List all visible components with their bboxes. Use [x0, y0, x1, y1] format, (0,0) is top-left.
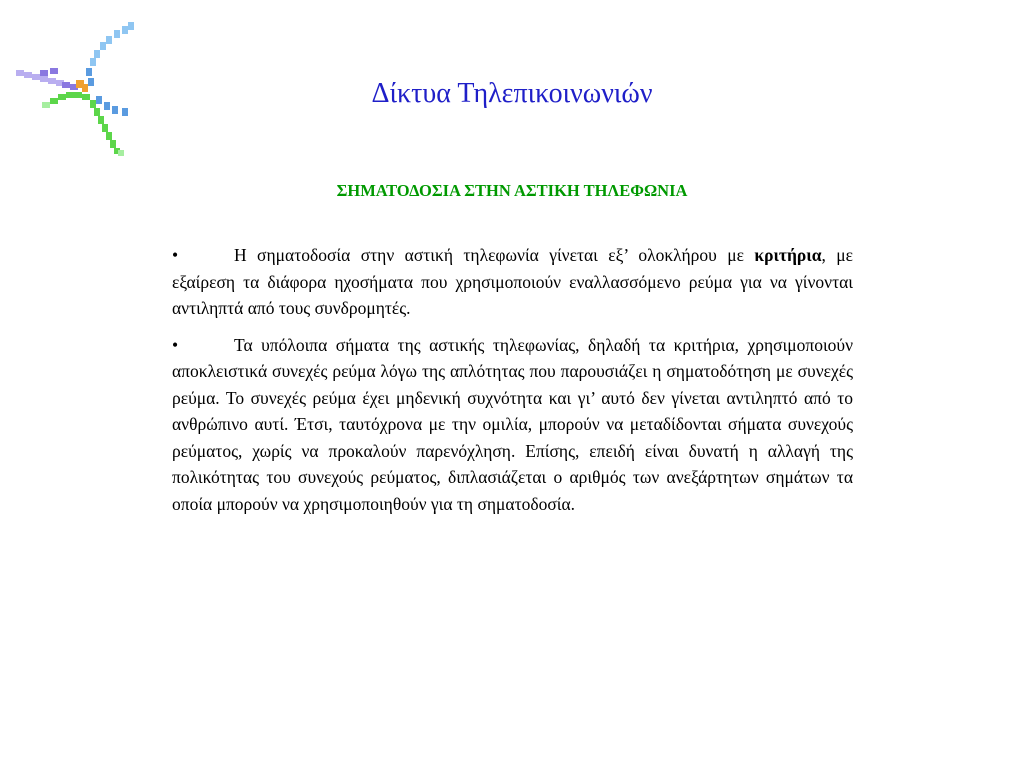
- bullet-text: , με εξαίρεση τα διάφορα ηχοσήματα που χρησιμοποιούν εναλλασσόμενο ρεύμα για να γίνονται αντιληπτά από τους συνδρομητές.: [172, 245, 853, 318]
- bullet-item-2: [172, 332, 853, 518]
- slide-body: [172, 242, 853, 527]
- bullet-text: Η σηματοδοσία στην αστική τηλεφωνία γίνεται εξ’ ολοκλήρου με: [234, 245, 755, 265]
- section-heading: ΣΗΜΑΤΟΔΟΣΙΑ ΣΤΗΝ ΑΣΤΙΚΗ ΤΗΛΕΦΩΝΙΑ: [336, 181, 688, 200]
- bold-term: κριτήρια: [754, 245, 822, 265]
- bullet-item-1: [172, 242, 853, 322]
- slide-title: Δίκτυα Τηλεπικοινωνιών: [371, 78, 653, 109]
- bullet-marker: •: [172, 334, 179, 355]
- bullet-marker: •: [172, 245, 179, 265]
- bullet-text: Τα υπόλοιπα σήματα της αστικής τηλεφωνίας, δηλαδή τα κριτήρια, χρησιμοποιούν αποκλειστικά συνεχές ρεύμα λόγω της απλότητας που παρουσιάζει η σηματοδότηση με συνεχές ρεύμα. Το συνεχές ρεύμα έχει μηδενική συχνότητα και γι’ αυτό δεν γίνεται αντιληπτό από το ανθρώπινο αυτί. Έτσι, ταυτόχρονα με την ομιλία, μπορούν να μεταδίδονται σήματα συνεχούς ρεύματος, χωρίς να προκαλούν παρενόχληση. Επίσης, επειδή είναι δυνατή η αλλαγή της πολικότητας του συνεχούς ρεύματος, διπλασιάζεται ο αριθμός των ανεξάρτητων σημάτων τα οποία μπορούν να χρησιμοποιηθούν για τη σηματοδοσία.: [172, 334, 853, 514]
